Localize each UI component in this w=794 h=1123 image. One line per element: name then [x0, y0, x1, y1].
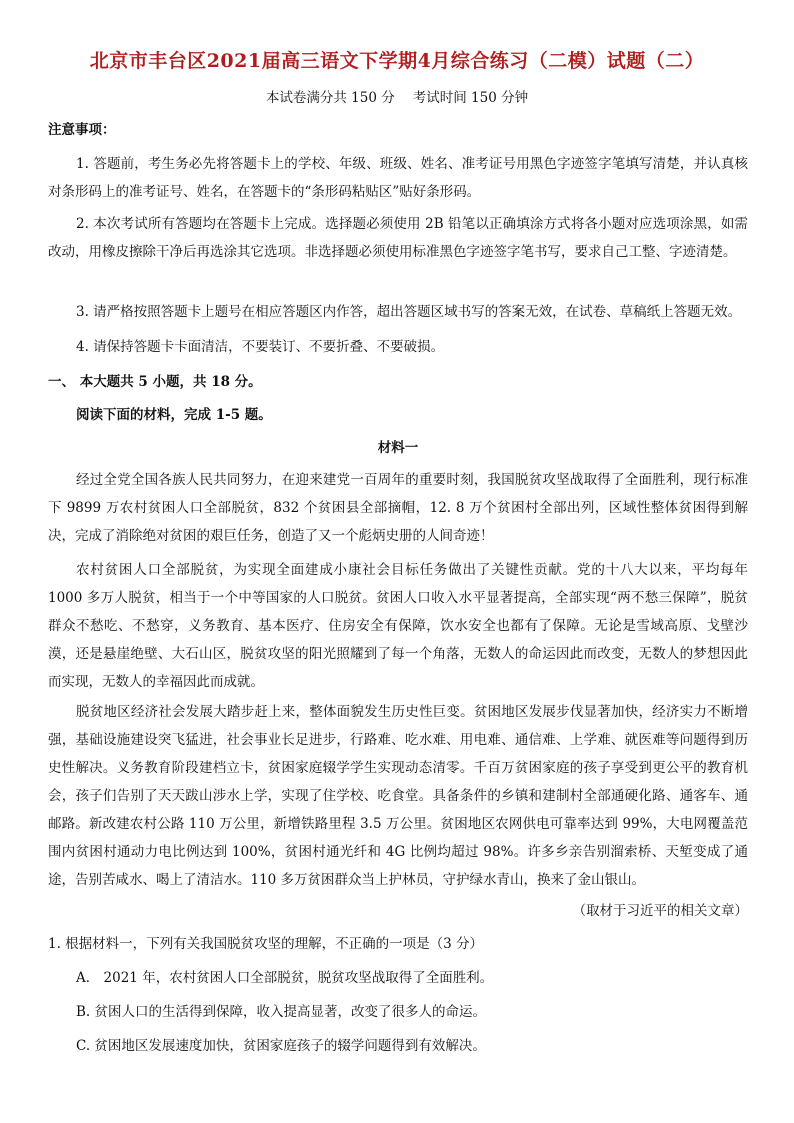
section-instruction: 阅读下面的材料，完成 1-5 题。 [76, 407, 272, 423]
notice-item-1: 1. 答题前，考生务必先将答题卡上的学校、年级、班级、姓名、准考证号用黑色字迹签字笔填写清楚，并认真核对条形码上的准考证号、姓名，在答题卡的“条形码粘贴区”贴好条形码。 [48, 156, 748, 200]
time-info: 考试时间 150 分钟 [412, 90, 529, 106]
exam-info [0, 86, 794, 106]
material-title: 材料一 [377, 440, 419, 456]
question-option-b: B. 贫困人口的生活得到保障，收入提高显著，改变了很多人的命运。 [76, 1004, 487, 1020]
question-stem: 1. 根据材料一，下列有关我国脱贫攻坚的理解，不正确的一项是（3 分） [48, 936, 484, 952]
notice-item-3: 3. 请严格按照答题卡上题号在相应答题区内作答，超出答题区域书写的答案无效，在试卷、草稿纸上答题无效。 [76, 304, 742, 320]
notice-item-4: 4. 请保持答题卡卡面清洁，不要装订、不要折叠、不要破损。 [76, 339, 445, 355]
notice-heading: 注意事项： [48, 122, 116, 138]
question-option-a: A． 2021 年，农村贫困人口全部脱贫，脱贫攻坚战取得了全面胜利。 [76, 970, 494, 986]
material-source: （取材于习近平的相关文章） [572, 903, 748, 919]
score-info: 本试卷满分共 150 分 [265, 90, 395, 106]
notice-item-2: 2. 本次考试所有答题均在答题卡上完成。选择题必须使用 2B 铅笔以正确填涂方式将各小题对应选项涂黑，如需改动，用橡皮擦除干净后再选涂其它选项。非选择题必须使用标准黑色字迹签字笔书写，要求自己工整、字迹清楚。 [48, 216, 748, 260]
question-option-c: C. 贫困地区发展速度加快，贫困家庭孩子的辍学问题得到有效解决。 [76, 1038, 486, 1054]
material-paragraph-1: 经过全党全国各族人民共同努力，在迎来建党一百周年的重要时刻，我国脱贫攻坚战取得了全面胜利，现行标准下 9899 万农村贫困人口全部脱贫，832 个贫困县全部摘帽，12. 8 万个贫困村全部出列，区域性整体贫困得到解决，完成了消除绝对贫困的艰巨任务，创造了又一个彪炳史册的人间奇迹！ [48, 472, 748, 544]
material-paragraph-3: 脱贫地区经济社会发展大踏步赶上来，整体面貌发生历史性巨变。贫困地区发展步伐显著加快，经济实力不断增强，基础设施建设突飞猛进，社会事业长足进步，行路难、吃水难、用电难、通信难、上学难、就医难等问题得到历史性解决。义务教育阶段建档立卡，贫困家庭辍学学生实现动态清零。千百万贫困家庭的孩子享受到更公平的教育机会，孩子们告别了天天跋山涉水上学，实现了住学校、吃食堂。具备条件的乡镇和建制村全部通硬化路、通客车、通邮路。新改建农村公路 110 万公里，新增铁路里程 3.5 万公里。贫困地区农网供电可靠率达到 99%，大电网覆盖范围内贫困村通动力电比例达到 100%，贫困村通光纤和 4G 比例均超过 98%。许多乡亲告别溜索桥、天堑变成了通途，告别苦咸水、喝上了清洁水。110 多万贫困群众当上护林员，守护绿水青山，换来了金山银山。 [48, 704, 748, 888]
material-paragraph-2: 农村贫困人口全部脱贫，为实现全面建成小康社会目标任务做出了关键性贡献。党的十八大以来，平均每年 1000 多万人脱贫，相当于一个中等国家的人口脱贫。贫困人口收入水平显著提高，全部实现“两不愁三保障”，脱贫群众不愁吃、不愁穿，义务教育、基本医疗、住房安全有保障，饮水安全也都有了保障。无论是雪域高原、戈壁沙漠，还是悬崖绝壁、大石山区，脱贫攻坚的阳光照耀到了每一个角落，无数人的命运因此而改变，无数人的梦想因此而实现，无数人的幸福因此而成就。 [48, 562, 748, 690]
section-heading: 一、 本大题共 5 小题，共 18 分。 [48, 374, 262, 390]
page-title: 北京市丰台区2021届高三语文下学期4月综合练习（二模）试题（二） [89, 50, 705, 72]
